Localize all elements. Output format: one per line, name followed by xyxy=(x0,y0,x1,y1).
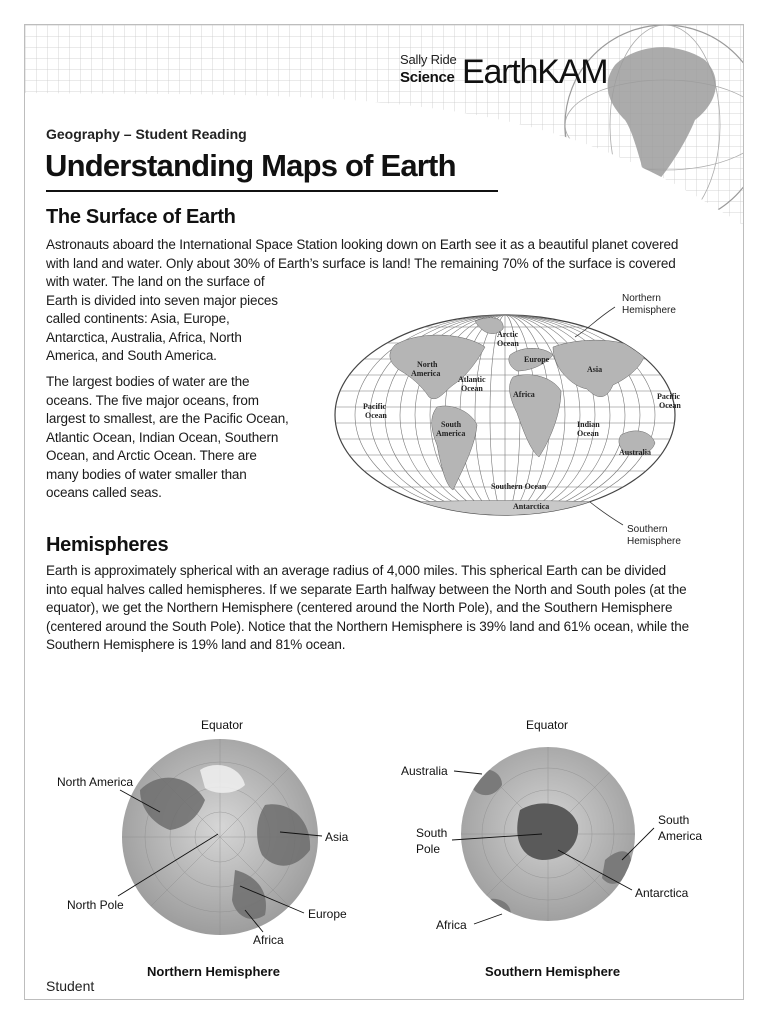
text-line: Atlantic Ocean, Indian Ocean, Southern xyxy=(46,429,279,445)
sg-caption: Southern Hemisphere xyxy=(485,964,621,979)
ng-equator-label: Equator xyxy=(201,718,244,732)
callout-southern-1: Southern xyxy=(627,524,668,535)
page-title: Understanding Maps of Earth xyxy=(45,148,456,183)
map-label-pacific-left-2: Ocean xyxy=(365,411,387,420)
surface-paragraph-2 xyxy=(46,373,316,503)
section-heading-hemispheres: Hemispheres xyxy=(46,534,169,556)
ng-europe-label: Europe xyxy=(308,907,347,921)
map-label-pacific-left-1: Pacific xyxy=(363,402,387,411)
text-line: largest to smallest, are the Pacific Ocean, xyxy=(46,411,289,426)
sg-africa-label: Africa xyxy=(436,918,467,932)
map-label-asia: Asia xyxy=(587,365,603,374)
map-label-australia: Australia xyxy=(619,448,651,457)
earthkam-logo xyxy=(400,52,630,92)
ng-caption: Northern Hemisphere xyxy=(147,964,280,979)
map-label-europe: Europe xyxy=(524,355,550,364)
text-line: oceans called seas. xyxy=(46,485,162,500)
logo-sally-ride: Sally Ride xyxy=(400,52,457,67)
sg-antarctica-label: Antarctica xyxy=(635,886,689,900)
text-line: Earth is approximately spherical with an average radius of 4,000 miles. This spherical Earth can be divided xyxy=(46,563,667,578)
sg-australia-label: Australia xyxy=(401,764,448,778)
sg-equator-label: Equator xyxy=(526,718,569,732)
map-label-arctic-2: Ocean xyxy=(497,339,519,348)
map-label-antarctica: Antarctica xyxy=(513,502,550,511)
map-label-north-america-2: America xyxy=(411,369,441,378)
footer-text: Student xyxy=(46,978,95,994)
text-line: many bodies of water smaller than xyxy=(46,466,247,482)
text-line: Earth is divided into seven major pieces xyxy=(46,292,278,308)
logo-earthkam: EarthKAM xyxy=(462,53,608,91)
text-line: America, and South America. xyxy=(46,348,217,363)
map-label-pacific-right-1: Pacific xyxy=(657,392,681,401)
map-label-atlantic-1: Atlantic xyxy=(458,375,486,384)
map-label-southern-ocean: Southern Ocean xyxy=(491,482,547,491)
text-line: equator), we get the Northern Hemisphere (centered around the North Pole), and the Southern Hemisphere xyxy=(46,600,673,615)
text-line: The largest bodies of water are the xyxy=(46,374,250,389)
callout-northern-2: Hemisphere xyxy=(622,305,676,316)
map-label-indian-2: Ocean xyxy=(577,429,599,438)
header-grid-art xyxy=(25,25,743,225)
map-label-north-america-1: North xyxy=(417,360,438,369)
callout-northern-1: Northern xyxy=(622,293,661,304)
callout-southern-2: Hemisphere xyxy=(627,536,681,547)
logo-science: Science xyxy=(400,69,455,86)
ng-asia-label: Asia xyxy=(325,830,349,844)
section-heading-surface: The Surface of Earth xyxy=(46,206,236,228)
text-line: with water. The land on the surface of xyxy=(46,274,265,289)
text-line: into equal halves called hemispheres. If we separate Earth halfway between the North and South poles (at the xyxy=(46,581,687,597)
map-label-pacific-right-2: Ocean xyxy=(659,401,681,410)
text-line: Antarctica, Australia, Africa, North xyxy=(46,329,242,345)
map-label-south-america-1: South xyxy=(441,420,462,429)
sg-south-america-label-2: America xyxy=(658,829,703,843)
title-rule xyxy=(46,190,498,192)
text-line: (centered around the South Pole). Notice that the Northern Hemisphere is 39% land and 61% ocean, while the xyxy=(46,618,689,634)
text-line: Southern Hemisphere is 19% land and 81% ocean. xyxy=(46,637,346,652)
world-map xyxy=(325,285,745,550)
text-line: Ocean, and Arctic Ocean. There are xyxy=(46,448,257,463)
northern-hemisphere-figure xyxy=(40,710,380,990)
text-line: oceans. The five major oceans, from xyxy=(46,392,259,408)
map-label-atlantic-2: Ocean xyxy=(461,384,483,393)
kicker: Geography – Student Reading xyxy=(46,126,247,142)
text-line: called continents: Asia, Europe, xyxy=(46,311,230,326)
ng-north-pole-label: North Pole xyxy=(67,898,124,912)
ng-north-america-label: North America xyxy=(57,775,134,789)
ng-africa-label: Africa xyxy=(253,933,284,947)
text-line: with land and water. Only about 30% of Earth’s surface is land! The remaining 70% of the surface is covered xyxy=(46,255,676,271)
southern-hemisphere-figure xyxy=(390,710,735,990)
hemispheres-paragraph xyxy=(46,562,738,655)
text-line: Astronauts aboard the International Space Station looking down on Earth see it as a beautiful planet covered xyxy=(46,237,679,252)
map-label-south-america-2: America xyxy=(436,429,466,438)
sg-south-pole-label-1: South xyxy=(416,826,448,840)
map-label-arctic-1: Arctic xyxy=(497,330,519,339)
sg-south-america-label-1: South xyxy=(658,813,690,827)
map-label-indian-1: Indian xyxy=(577,420,600,429)
map-label-africa: Africa xyxy=(513,390,535,399)
sg-south-pole-label-2: Pole xyxy=(416,842,441,856)
